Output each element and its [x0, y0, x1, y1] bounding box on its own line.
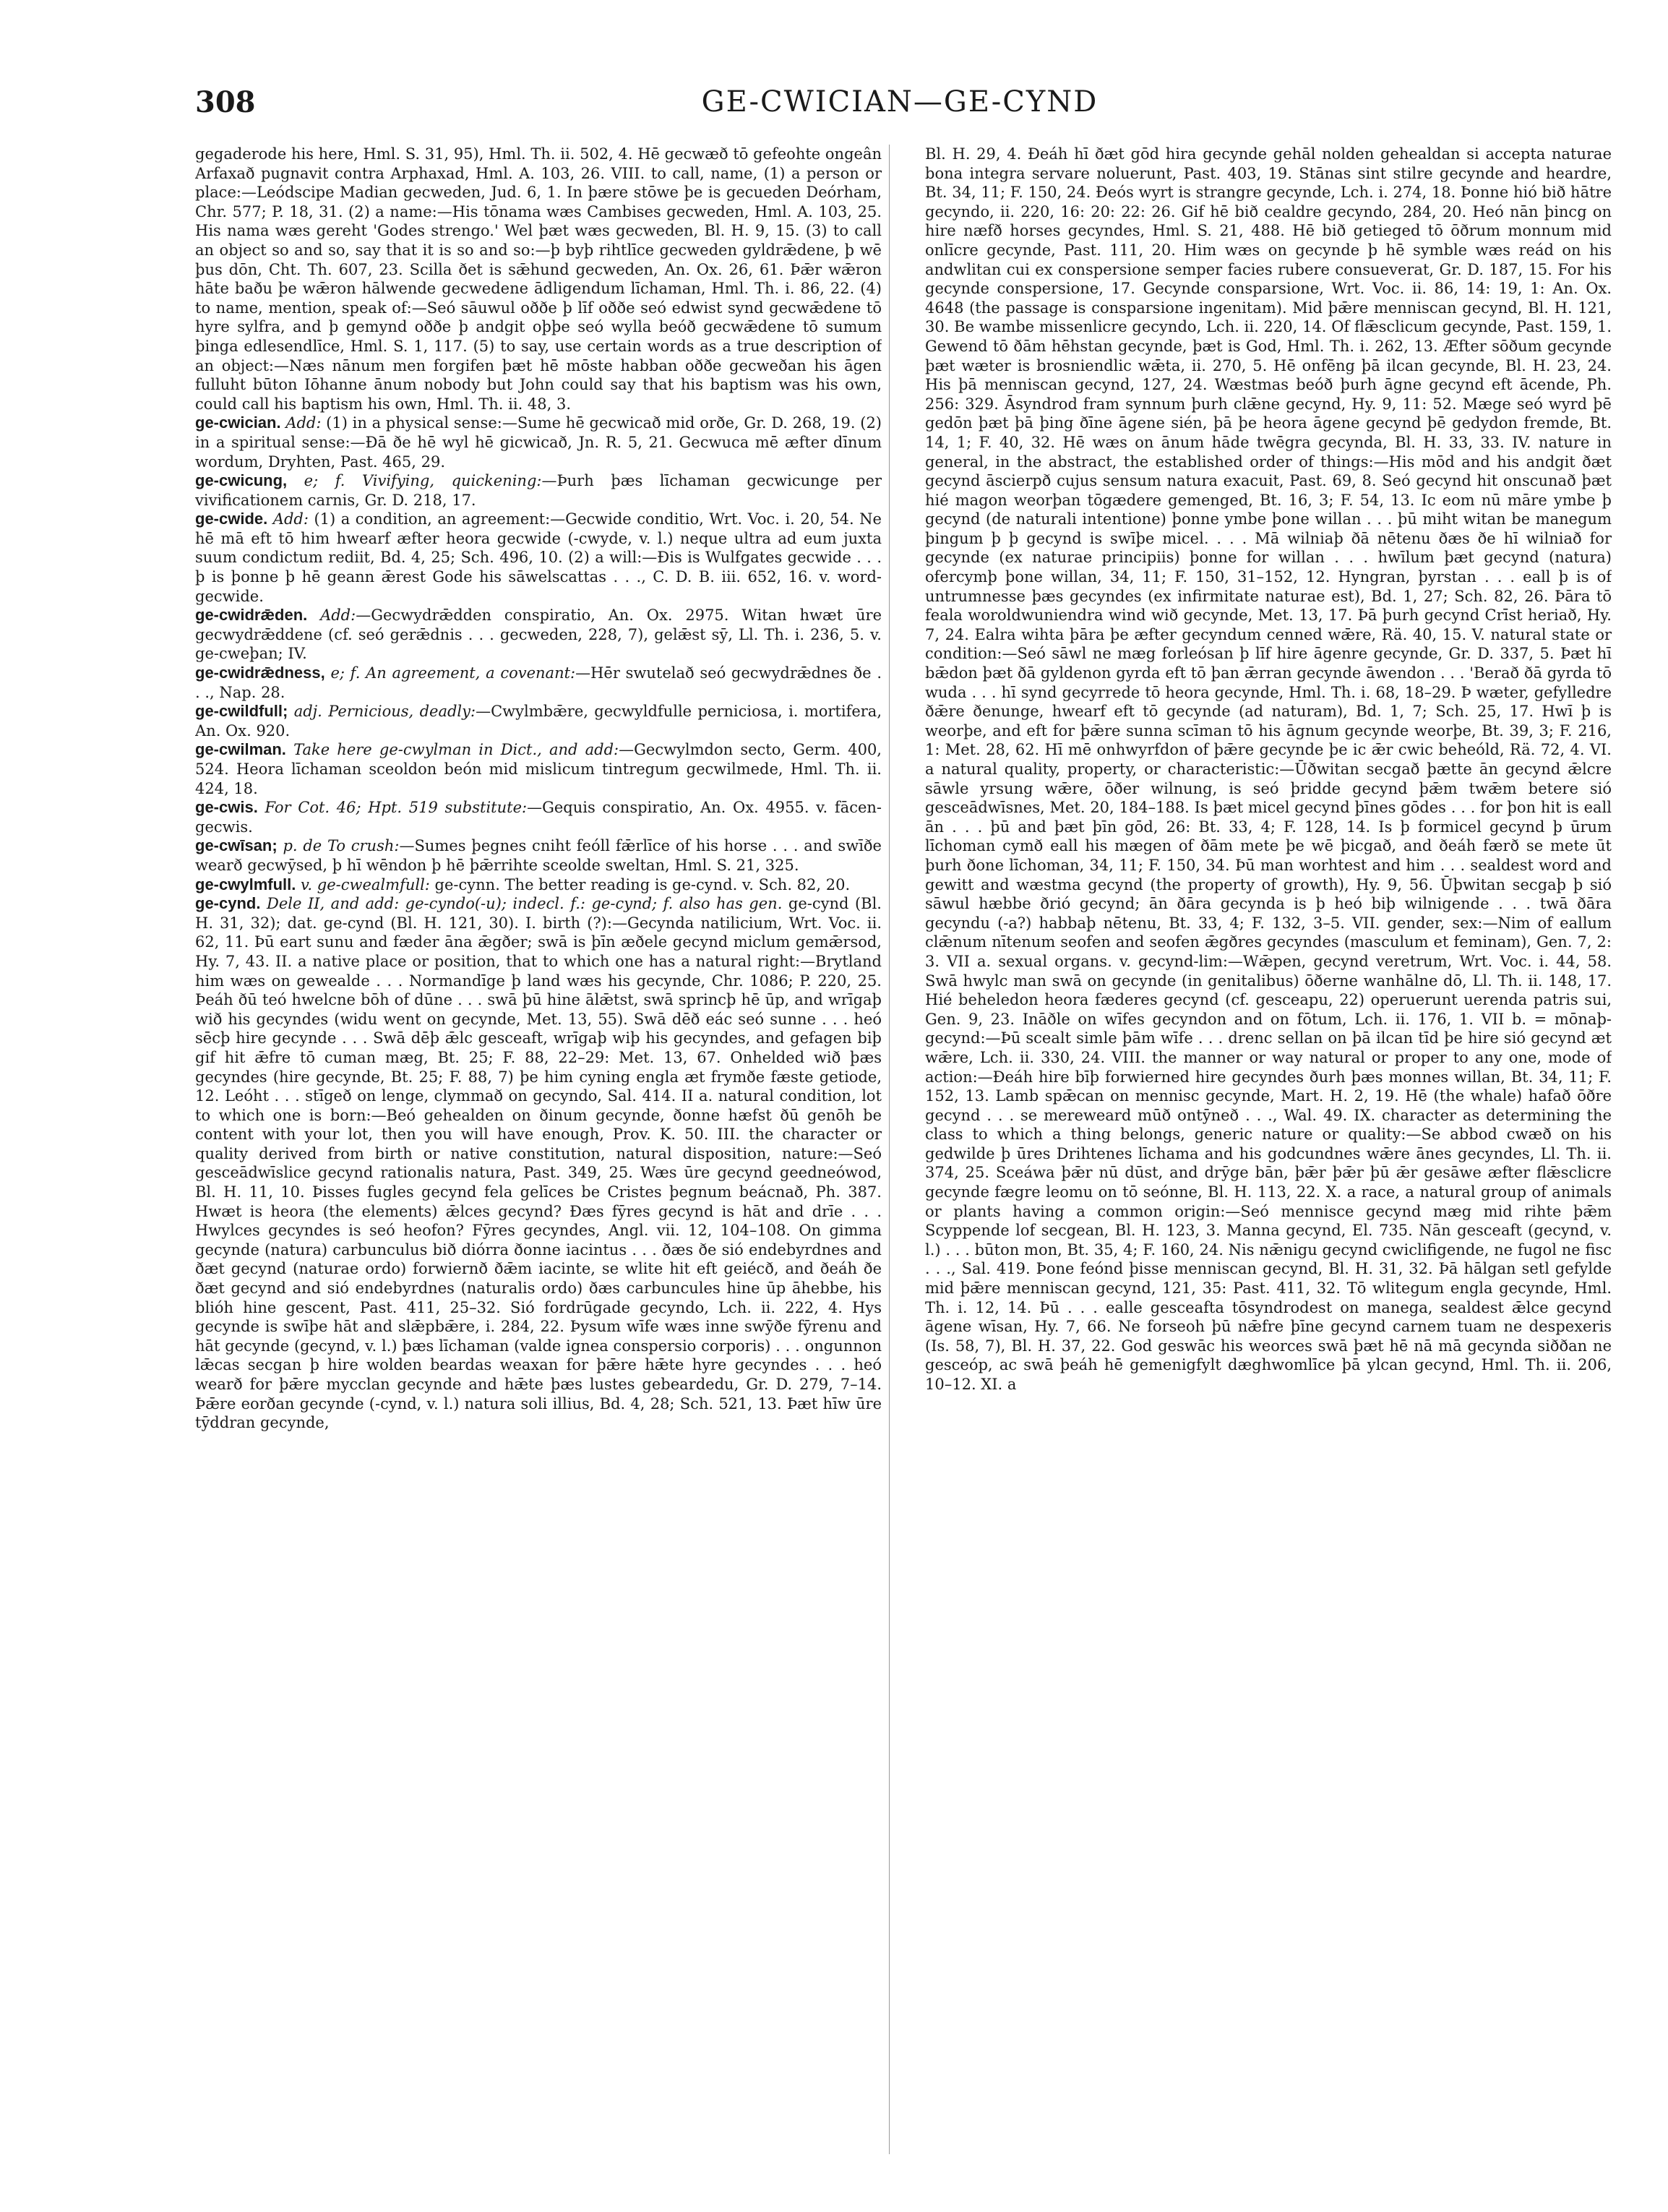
entry-ge-cwildfull — [195, 702, 882, 740]
headword: ge-cwīsan; — [195, 836, 278, 855]
entry-ge-cwis — [195, 798, 882, 836]
entry-text: gegaderode his here, Hml. S. 31, 95), Hml. Th. ii. 502, 4. Hē gecwæð tō gefeohte ongeân Arfaxað pugnavit contra Arphaxad, Hml. A. 103, 26. VIII. to call, name, (1) a person or place:—Leódscipe Madian gecweden, Jud. 6, 1. In þære stōwe þe is gecueden Deórham, Chr. 577; P. 18, 31. (2) a name:—His tōnama wæs Cambises gecweden, Hml. A. 103, 25. His nama wæs gereht 'Godes strengo.' Wel þæt wæs gecweden, Bl. H. 9, 15. (3) to call an object so and so, say that it is so and so:—þ byþ rihtlīce gecweden gyldrǣdene, þ wē þus dōn, Cht. Th. 607, 23. Scilla ðet is sǣhund gecweden, An. Ox. 26, 61. Þǣr wǣron hāte baðu þe wǣron hālwende gecwedene ādligendum līchaman, Hml. Th. i. 86, 22. (4) to name, mention, speak of:—Seó sāuwul oððe þ līf oððe seó edwist synd gecwǣdene tō hyre sylfra, and þ gemynd oððe þ andgit oþþe seó wylla beóð gecwǣdene tō sumum þinga edlesendlīce, Hml. S. 1, 117. (5) to say, use certain words as a true description of an object:—Næs nānum men forgifen þæt hē mōste habban oððe gecweðan his āgen fulluht būton Iōhanne ānum nobody but John could say that his baptism was his own, could call his baptism his own, Hml. Th. ii. 48, 3. — [195, 145, 882, 413]
right-column — [925, 145, 1612, 2154]
page-number: 308 — [195, 85, 256, 119]
headword: ge-cwide. — [195, 510, 268, 528]
entry-text: —Hēr swutelað seó gecwydrǣdnes ðe . . ., Nap. 28. — [195, 664, 882, 701]
headword: ge-cwilman. — [195, 740, 286, 759]
page-header — [195, 85, 1604, 129]
left-column — [195, 145, 882, 2154]
entry-continuation — [195, 145, 882, 413]
grammar-note: Take here ge-cwylman in Dict., and add: — [293, 741, 619, 759]
entry-text: —Gecwydrǣdden conspiratio, An. Ox. 2975. Witan hwæt ūre gecwydrǣddene (cf. seó gerǣdnis . . . gecweden, 228, 7), gelǣst sȳ, Ll. Th. i. 236, 5. v. ge-cweþan; IV. — [195, 606, 882, 663]
headword: ge-cynd. — [195, 894, 261, 913]
entry-ge-cwide — [195, 510, 882, 606]
grammar-note: e; f. An agreement, a covenant: — [330, 664, 576, 682]
entry-ge-cwidraedness — [195, 664, 882, 702]
entry-ge-cwidraeden — [195, 606, 882, 664]
headword: ge-cwicung, — [195, 471, 288, 490]
entry-text: ge-cynn. The better reading is ge-cynd. v. Sch. 82, 20. — [434, 875, 851, 893]
grammar-note: Dele II, and add: ge-cyndo(-u); indecl. f.: ge-cynd; f. also has gen. — [266, 895, 783, 913]
entry-text: —Gequis conspiratio, An. Ox. 4955. v. fācen-gecwis. — [195, 799, 882, 836]
entry-ge-cwisan — [195, 836, 882, 875]
grammar-note: p. de To crush: — [283, 837, 400, 855]
headword: ge-cwylmfull. — [195, 875, 296, 893]
entry-text: —Gecwylmdon secto, Germ. 400, 524. Heora līchaman sceoldon beón mid mislicum tintregum gecwilmede, Hml. Th. ii. 424, 18. — [195, 741, 882, 797]
entry-text: Bl. H. 29, 4. Ðeáh hī ðæt gōd hira gecynde gehāl nolden gehealdan si accepta naturae bona integra servare noluerunt, Past. 403, 19. Stānas sint stilre gecynde and heardre, Bt. 34, 11; F. 150, 24. Ðeós wyrt is strangre gecynde, Lch. i. 274, 18. Þonne hió bið hātre gecyndo, ii. 220, 16: 20: 22: 26. Gif hē bið cealdre gecyndo, 284, 20. Heó nān þincg on hire næfð horses gecyndes, Hml. S. 21, 488. Hē bið getieged tō ōðrum monnum mid onlīcre gecynde, Past. 111, 20. Him wæs on gecynde þ hē symble wæs reád on his andwlitan cui ex conspersione semper facies rubere consueverat, Gr. D. 187, 15. For his gecynde conspersione, 17. Gecynde consparsione, Wrt. Voc. ii. 86, 14: 19, 1: An. Ox. 4648 (the passage is consparsione ingenitam). Mid þǣre menniscan gecynd, Bl. H. 121, 30. Be wambe missenlicre gecyndo, Lch. ii. 220, 14. Of flǣsclicum gecynde, Past. 159, 1. Gewend tō ðām hēhstan gecynde, þæt is God, Hml. Th. i. 262, 13. Æfter sōðum gecynde þæt wæter is brosniendlic wǣta, ii. 270, 5. Hē onfēng þā ilcan gecynde, Bl. H. 23, 24. His þā menniscan gecynd, 127, 24. Wæstmas beóð þurh āgne gecynd eft ācende, Ph. 256: 329. Āsyndrod fram synnum þurh clǣne gecynd, Hy. 9, 11: 52. Mæge seó wyrd þē gedōn þæt þā þing ðīne āgene sién, þā þe heora āgene gecynd þē gedydon fremde, Bt. 14, 1; F. 40, 32. Hē wæs on ānum hāde twēgra gecynda, Bl. H. 33, 33. IV. nature in general, in the abstract, the established order of things:—His mōd and his andgit ðæt gecynd āscierpð cujus sensum natura exacuit, Past. 69, 8. Seó gecynd hit onscunað þæt hié magon weorþan tōgædere gemenged, Bt. 16, 3; F. 54, 13. Ic eom nū māre ymbe þ gecynd (de naturali intentione) þonne ymbe þone willan . . . þū miht witan be manegum þingum þ þ gecynd is swīþe micel. . . . Mā wilniaþ ðā nētenu ðæs ðe hī wilniað for gecynde (ex naturae principiis) þonne for willan . . . hwīlum þæt gecynd (natura) ofercymþ þone willan, 34, 11; F. 150, 31–152, 12. Hyngran, þyrstan . . . eall þ is of untrumnesse þæs gecyndes (ex infirmitate naturae est), Bd. 1, 27; Sch. 82, 26. Þāra tō feala woroldwuniendra wind wið gecynde, Met. 13, 17. Þā þurh gecynd Crīst heriað, Hy. 7, 24. Ealra wihta þāra þe æfter gecyndum cenned wǣre, Rä. 40, 15. V. natural state or condition:—Seó sāwl ne mæg forleósan þ līf hire āgenre gecynde, Gr. D. 337, 5. Þæt hī bǣdon þæt ðā gyldenon gyrda eft tō þan ǣrran gecynde āwendon . . . 'Berað ðā gyrda tō wuda . . . hī synd gecyrrede tō heora gecynde, Hml. Th. i. 68, 18–29. Þ wæter, gefylledre ðǣre ðenunge, hwearf eft tō gecynde (ad naturam), Bd. 1, 7; Sch. 25, 17. Hwī þ is weorþe, and eft for þǣre sunna scīman tō his āgnum gecynde weorþe, Bt. 39, 3; F. 216, 1: Met. 28, 62. Hī mē onhwyrfdon of þǣre gecynde þe ic ǣr cwic beheóld, Rä. 72, 4. VI. a natural quality, property, or characteristic:—Ūðwitan secgað þætte ān gecynd ǣlcre sāwle yrsung wǣre, ōðer wilnung, is seó þridde gecynd þǣm twǣm betere sió gesceādwīsnes, Met. 20, 184–188. Is þæt micel gecynd þīnes gōdes . . . for þon hit is eall ān . . . þū and þæt þīn gōd, 26: Bt. 33, 4; F. 128, 14. Is þ formicel gecynd þ ūrum līchoman cymð eall his mægen of ðām mete þe wē þicgað, and ðeáh færð se mete ūt þurh ðone līchoman, 34, 11; F. 150, 34. Þū man worhtest and him . . . sealdest word and gewitt and wæstma gecynd (the property of growth), Hy. 9, 56. Ūþwitan secgaþ þ sió sāwul hæbbe ðrió gecynd; ān ðāra gecynda is þ heó biþ wilnigende . . . twā ðāra gecyndu (-a?) habbaþ nētenu, Bt. 33, 4; F. 132, 3–5. VII. gender, sex:—Nim of eallum clǣnum nītenum seofen and seofen ǣgðres gecyndes (masculum et feminam), Gen. 7, 2: 3. VII a. sexual organs. v. gecynd-lim:—Wǣpen, gecynd veretrum, Wrt. Voc. i. 44, 58. Swā hwylc man swā on gecynde (in genitalibus) ōðerne wanhālne dō, Ll. Th. ii. 148, 17. Hié beheledon heora fæderes gecynd (cf. gesceapu, 22) operuerunt uerenda patris sui, Gen. 9, 23. Ināðle on wīfes gecyndon and on fōtum, Lch. ii. 176, 1. VII b. = mōnaþ-gecynd:—Þū scealt simle þām wīfe . . . drenc sellan on þā ilcan tīd þe hire sió gecynd æt wǣre, Lch. ii. 330, 24. VIII. the manner or way natural or proper to any one, mode of action:—Ðeáh hire bīþ forwierned hire gecyndes ðurh þæs monnes willan, Bt. 34, 11; F. 152, 13. Lamb spǣcan on mennisc gecynde, Mart. H. 2, 19. Hē (the whale) hafað ōðre gecynd . . . se mereweard mūð ontȳneð . . ., Wal. 49. IX. character as determining the class to which a thing belongs, generic nature or quality:—Se abbod cwæð on his gedwilde þ ūres Drihtenes līchama and his godcundnes wǣre ānes gecyndes, Ll. Th. ii. 374, 25. Sceáwa þǣr nū dūst, and drȳge bān, þǣr þǣr þū ǣr gesāwe æfter flǣsclicre gecynde fægre leomu on tō seónne, Bl. H. 113, 22. X. a race, a natural group of animals or plants having a common origin:—Seó mennisce gecynd mæg mid rihte þǣm Scyppende lof secgean, Bl. H. 123, 3. Manna gecynd, El. 735. Nān gesceaft (gecynd, v. l.) . . . būton mon, Bt. 35, 4; F. 160, 24. Nis nǣnigu gecynd cwiclifigende, ne fugol ne fisc . . ., Sal. 419. Þone feónd þisse menniscan gecynd, Bl. H. 31, 32. Þā hālgan setl gefylde mid þǣre menniscan gecynd, 121, 35: Past. 411, 32. Tō wlitegum engla gecynde, Hml. Th. i. 12, 14. Þū . . . ealle gesceafta tōsyndrodest on manega, sealdest ǣlce gecynd āgene wīsan, Hy. 7, 66. Ne forseoh þū nǣfre þīne gecynd carnem tuam ne despexeris (Is. 58, 7), Bl. H. 37, 22. God geswāc his weorces swā þæt hē nā mā gecynda siððan ne gesceóp, ac swā þeáh hē gemenigfylt dæghwomlīce þā ylcan gecynd, Hml. Th. ii. 206, 10–12. XI. a — [925, 145, 1612, 1393]
headword: ge-cwician. — [195, 413, 281, 432]
entry-text: ge-cynd (Bl. H. 31, 32); dat. ge-cynd (Bl. H. 121, 30). I. birth (?):—Gecynda natilicium, Wrt. Voc. ii. 62, 11. Þū eart sunu and fæder āna ǣgðer; swā is þīn æðele gecynd miclum gemǣrsod, Hy. 7, 43. II. a native place or position, that to which one has a natural right:—Brytland him wæs on gewealde . . . Normandīge þ land wæs his gecynde, Chr. 1086; P. 220, 25. Þeáh ðū teó hwelcne bōh of dūne . . . swā þū hine ālǣtst, swā sprincþ hē ūp, and wrīgaþ wið his gecyndes (widu went on gecynde, Met. 13, 55). Swā dēð eác seó sunne . . . heó sēcþ hire gecynde . . . Swā dēþ ǣlc gesceaft, wrīgaþ wiþ his gecyndes, and gefagen biþ gif hit ǣfre tō cuman mæg, Bt. 25; F. 88, 22–29: Met. 13, 67. Onhelded wið þæs gecyndes (hire gecynde, Bt. 25; F. 88, 7) þe him cyning engla æt frymðe fæste getiode, 12. Leóht . . . stīgeð on lenge, clymmað on gecyndo, Sal. 414. II a. natural condition, lot to which one is born:—Beó gehealden on ðinum gecynde, ðonne hæfst ðū genōh be content with your lot, then you will have enough, Prov. K. 50. III. the character or quality derived from birth or native constitution, natural disposition, nature:—Seó gesceādwīslice gecynd rationalis natura, Past. 349, 25. Wæs ūre gecynd geedneówod, Bl. H. 11, 10. Þisses fugles gecynd fela gelīces be Cristes þegnum beácnað, Ph. 387. Hwæt is heora (the elements) ǣlces gecynd? Ðæs fȳres gecynd is hāt and drīe . . . Hwylces gecyndes is seó heofon? Fȳres gecyndes, Angl. vii. 12, 104–108. On gimma gecynde (natura) carbunculus bið diórra ðonne iacintus . . . ðæs ðe sió endebyrdnes and ðæt gecynd (naturae ordo) forwiernð ðǣm iacinte, se wlite hit eft geiécð, and ðeáh ðe ðæt gecynd and sió endebyrdnes (naturalis ordo) ðæs carbuncules hine ūp āhebbe, his blióh hine gescent, Past. 411, 25–32. Sió fordrūgade gecyndo, Lch. ii. 222, 4. Hys gecynde is swīþe hāt and slǣpbǣre, i. 284, 22. Þysum wīfe wæs inne swȳðe fȳrenu and hāt gecynde (gecynd, v. l.) þæs līchaman (valde ignea conspersio corporis) . . . ongunnon lǣcas secgan þ hire wolden beardas weaxan for þǣre hǣte hyre gecyndes . . . heó wearð for þǣre mycclan gecynde and hǣte þæs lustes gebeardedu, Gr. D. 279, 7–14. Þǣre eorðan gecynde (-cynd, v. l.) natura soli illius, Bd. 4, 28; Sch. 521, 13. Þæt hīw ūre tȳddran gecynde, — [195, 895, 882, 1432]
grammar-note: adj. Pernicious, deadly: — [293, 703, 476, 721]
grammar-note: For Cot. 46; Hpt. 519 substitute: — [265, 799, 528, 817]
entry-ge-cwilman — [195, 740, 882, 798]
entry-text: —Cwylmbǣre, gecwyldfulle perniciosa, i. mortifera, An. Ox. 920. — [195, 703, 882, 740]
entry-ge-cynd-continued — [925, 145, 1612, 1394]
grammar-note: Add: — [272, 510, 309, 528]
headword: ge-cwidrǣden. — [195, 606, 308, 625]
headword: ge-cwidrǣdness, — [195, 664, 325, 682]
entry-text: —Sumes þegnes cniht feóll fǣrlīce of his horse . . . and swīðe wearð gecwȳsed, þ hī wēndon þ hē þǣrrihte sceolde sweltan, Hml. S. 21, 325. — [195, 837, 882, 874]
grammar-note: Add: — [320, 606, 356, 625]
dictionary-columns — [195, 145, 1612, 2154]
entry-ge-cwylmfull — [195, 875, 882, 895]
grammar-note: Add: — [285, 414, 322, 432]
entry-ge-cynd — [195, 894, 882, 1433]
entry-ge-cwicung — [195, 471, 882, 510]
grammar-note: e; f. Vivifying, quickening: — [304, 472, 542, 490]
headword: ge-cwis. — [195, 798, 258, 817]
entry-ge-cwician — [195, 413, 882, 471]
entry-text: (1) in a physical sense:—Sume hē gecwicað mid orðe, Gr. D. 268, 19. (2) in a spiritual sense:—Ðā ðe hē wyl hē gicwicað, Jn. R. 5, 21. Gecwuca mē æfter dīnum wordum, Dryhten, Past. 465, 29. — [195, 414, 882, 471]
entry-text: (1) a condition, an agreement:—Gecwide conditio, Wrt. Voc. i. 20, 54. Ne hē mā eft tō him hwearf æfter heora gecwide (-cwyde, v. l.) neque ultra ad eum juxta suum condictum rediit, Bd. 4, 25; Sch. 496, 10. (2) a will:—Ðis is Wulfgates gecwide . . . þ is þonne þ hē geann ǣrest Gode his sāwelscattas . . ., C. D. B. iii. 652, 16. v. word-gecwide. — [195, 510, 882, 605]
entry-text: —Þurh þæs līchaman gecwicunge per vivificationem carnis, Gr. D. 218, 17. — [195, 472, 882, 509]
headword: ge-cwildfull; — [195, 702, 288, 721]
running-head: GE-CWICIAN—GE-CYND — [701, 85, 1099, 119]
grammar-note: v. ge-cwealmfull: — [301, 875, 430, 893]
